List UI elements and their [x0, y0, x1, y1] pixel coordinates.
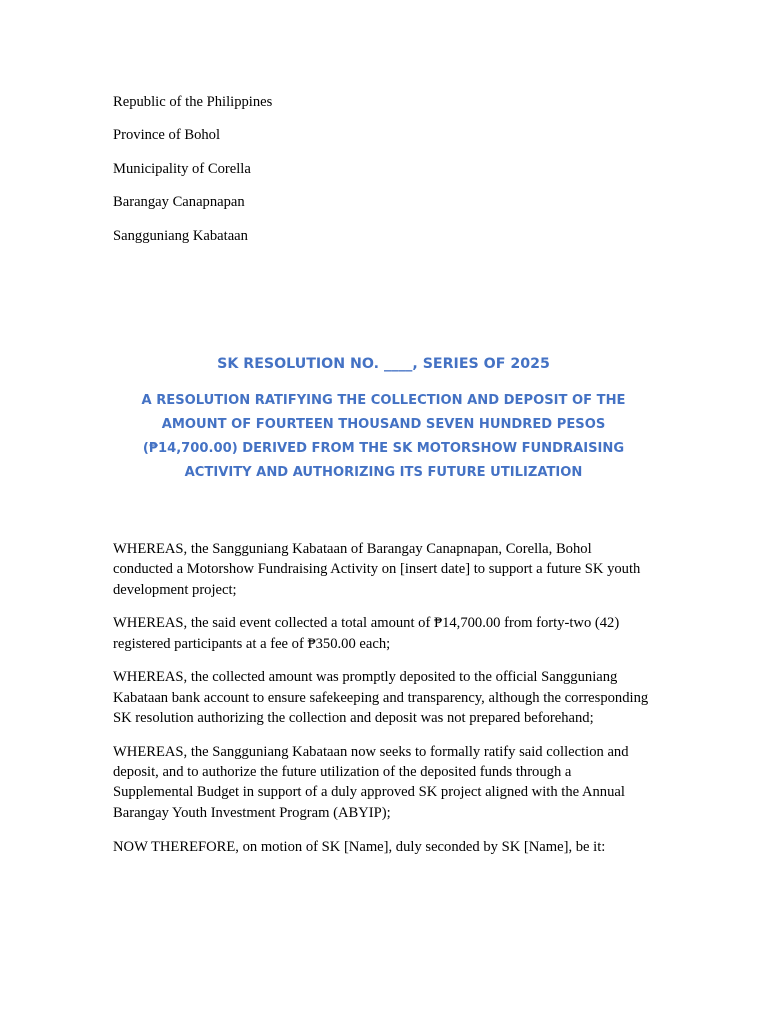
letterhead — [113, 93, 653, 260]
now-therefore-paragraph: NOW THEREFORE, on motion of SK [Name], duly seconded by SK [Name], be it: — [113, 838, 606, 855]
letterhead-barangay: Barangay Canapnapan — [113, 194, 245, 211]
whereas-paragraph-1: WHEREAS, the Sangguniang Kabataan of Barangay Canapnapan, Corella, Bohol conducted a Motorshow Fundraising Activity on [insert date] to support a future SK youth development project; — [113, 541, 641, 598]
resolution-heading — [113, 353, 654, 485]
whereas-paragraph-3: WHEREAS, the collected amount was promptly deposited to the official Sangguniang Kabataan bank account to ensure safekeeping and transparency, although the corresponding SK resolution authorizing the collection and deposit was not prepared beforehand; — [113, 669, 649, 727]
resolution-number: SK RESOLUTION NO. ____, SERIES OF 2025 — [217, 356, 550, 372]
whereas-paragraph-4: WHEREAS, the Sangguniang Kabataan now seeks to formally ratify said collection and deposit, and to authorize the future utilization of the deposited funds through a Supplemental Budget in support of a duly approved SK project aligned with the Annual Barangay Youth Investment Program (ABYIP); — [113, 743, 629, 821]
letterhead-country: Republic of the Philippines — [113, 94, 273, 110]
whereas-paragraph-2: WHEREAS, the said event collected a total amount of ₱14,700.00 from forty-two (42) registered participants at a fee of ₱350.00 each; — [113, 615, 620, 652]
letterhead-office: Sangguniang Kabataan — [113, 227, 248, 244]
resolution-title: A RESOLUTION RATIFYING THE COLLECTION AND DEPOSIT OF THE AMOUNT OF FOURTEEN THOUSAND SEVEN HUNDRED PESOS (₱14,700.00) DERIVED FROM THE SK MOTORSHOW FUNDRAISING ACTIVITY AND AUTHORIZING ITS FUTURE UTILIZATION — [141, 393, 626, 480]
resolution-body — [113, 539, 653, 870]
letterhead-province: Province of Bohol — [113, 127, 221, 144]
letterhead-municipality: Municipality of Corella — [113, 160, 251, 177]
